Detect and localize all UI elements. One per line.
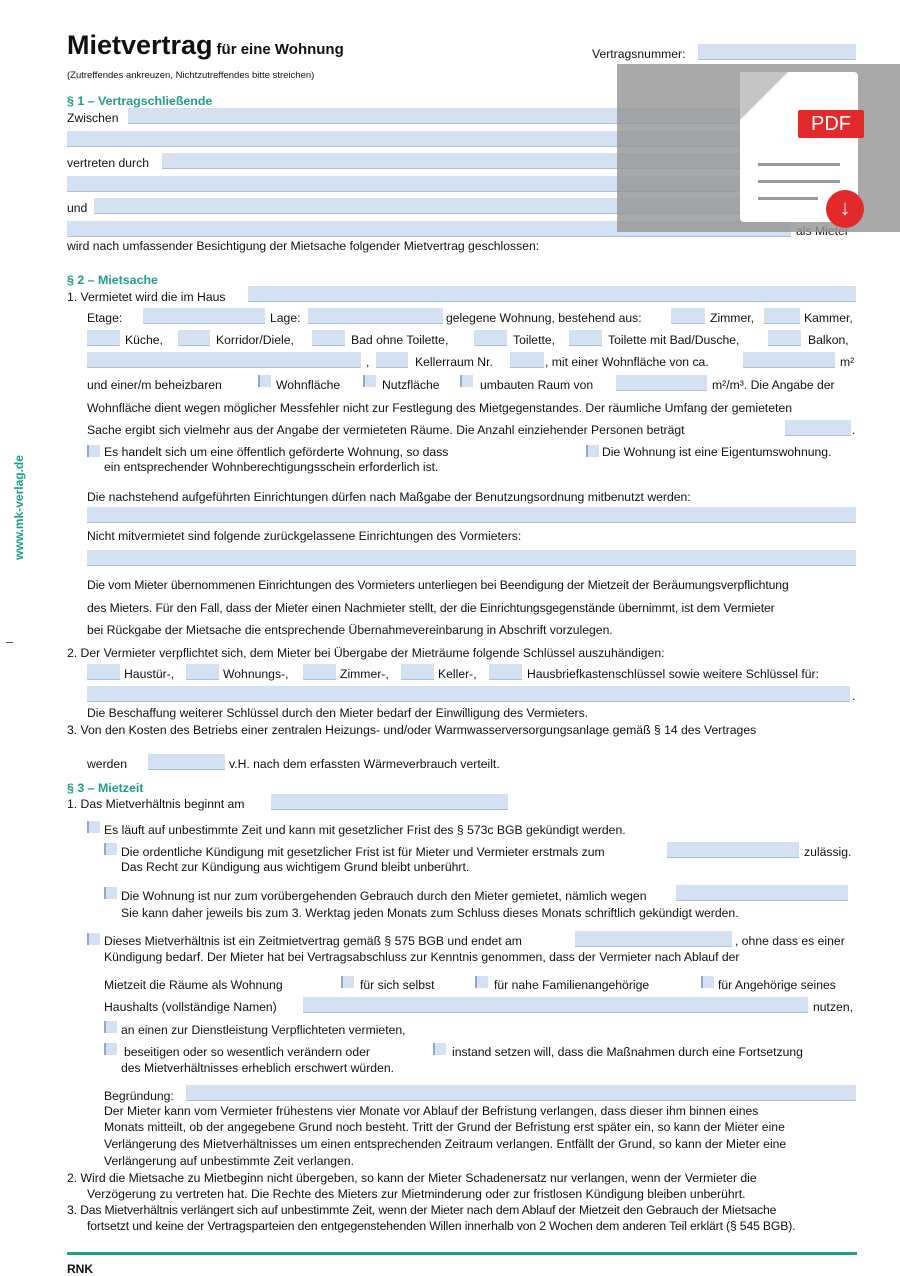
mailbox-keys-field[interactable] bbox=[489, 664, 522, 680]
kellerraum-label: Kellerraum Nr. bbox=[415, 355, 493, 369]
vh-text: v.H. nach dem erfassten Wärmeverbrauch verteilt. bbox=[229, 757, 500, 771]
service-tenant-checkbox[interactable] bbox=[104, 1021, 117, 1033]
briefkasten-label: Hausbriefkastenschlüssel sowie weitere Schlüssel für: bbox=[527, 667, 819, 681]
document-line-icon bbox=[758, 197, 818, 200]
download-arrow-icon[interactable]: ↓ bbox=[826, 190, 864, 228]
eigentum-text: Die Wohnung ist eine Eigentumswohnung. bbox=[602, 445, 832, 459]
korridor-label: Korridor/Diele, bbox=[216, 333, 294, 347]
location-field[interactable] bbox=[308, 308, 443, 324]
heating-percent-field[interactable] bbox=[148, 754, 225, 770]
s3-p2-text-2: Verzögerung zu vertreten hat. Die Rechte des Mieters zur Mietminderung oder zur fristlosen Kündigung bleiben unberührt. bbox=[87, 1187, 746, 1201]
uebernommen-text-2: des Mieters. Für den Fall, dass der Mieter einen Nachmieter stellt, der die Einrichtungsgegenstände übernimmt, ist dem Vermieter bbox=[87, 601, 775, 615]
s3-p3-text-2: fortsetzt und keine der Vertragsparteien den entgegenstehenden Willen innerhalb von 2 Wochen dem anderen Teil erklärt (§ 545 BGB). bbox=[87, 1219, 796, 1233]
comma-label: , bbox=[366, 355, 370, 369]
beseitigen-text: beseitigen oder so wesentlich verändern oder bbox=[124, 1045, 370, 1059]
nutzflaeche-label: Nutzfläche bbox=[382, 378, 440, 392]
ordinary-termination-checkbox[interactable] bbox=[104, 843, 117, 855]
repair-checkbox[interactable] bbox=[433, 1043, 446, 1055]
fortsetzung-text: des Mietverhältnisses erheblich erschwert würden. bbox=[121, 1061, 394, 1075]
haushalts-label: Haushalts (vollständige Namen) bbox=[104, 1000, 277, 1014]
keller-key-label: Keller-, bbox=[438, 667, 477, 681]
nutzflaeche-checkbox[interactable] bbox=[363, 375, 376, 387]
angehoerige-label: für Angehörige seines bbox=[718, 978, 836, 992]
oeff-text-1: Es handelt sich um eine öffentlich geförderte Wohnung, so dass bbox=[104, 445, 449, 459]
frueh-text-3: Verlängerung des Mietverhältnisses um einen entsprechenden Zeitraum verlangen. Entfällt der Grund, so kann der Mieter eine bbox=[104, 1137, 787, 1151]
period-label: . bbox=[852, 423, 856, 437]
section-3-heading: § 3 – Mietzeit bbox=[67, 781, 144, 795]
apartment-keys-field[interactable] bbox=[186, 664, 219, 680]
familie-label: für nahe Familienangehörige bbox=[494, 978, 650, 992]
publisher-website: www.mk-verlag.de bbox=[12, 455, 26, 560]
begruendung-label: Begründung: bbox=[104, 1089, 174, 1103]
first-termination-date-field[interactable] bbox=[667, 842, 799, 858]
section-1-heading: § 1 – Vertragschließende bbox=[67, 94, 213, 108]
publisher-logo: RNK bbox=[67, 1262, 93, 1276]
reason-field[interactable] bbox=[186, 1085, 856, 1101]
family-use-checkbox[interactable] bbox=[475, 976, 488, 988]
shared-facilities-field[interactable] bbox=[87, 507, 856, 523]
other-keys-field[interactable] bbox=[87, 686, 850, 702]
m2-label: m² bbox=[840, 355, 855, 369]
end-date-field[interactable] bbox=[575, 931, 732, 947]
zeitmiet-text-2: Kündigung bedarf. Der Mieter hat bei Vertragsabschluss zur Kenntnis genommen, dass der Vermieter nach Ablauf der bbox=[104, 950, 740, 964]
s2-p1-label: 1. Vermietet wird die im Haus bbox=[67, 290, 226, 304]
wohnungs-label: Wohnungs-, bbox=[223, 667, 289, 681]
umbauter-label: umbauten Raum von bbox=[480, 378, 594, 392]
bad-ohne-label: Bad ohne Toilette, bbox=[351, 333, 449, 347]
s2-p2-text: 2. Der Vermieter verpflichtet sich, dem Mieter bei Übergabe der Mieträume folgende Schlüssel auszuhändigen: bbox=[67, 646, 665, 660]
wohnflaeche-von-label: , mit einer Wohnfläche von ca. bbox=[545, 355, 709, 369]
floor-field[interactable] bbox=[143, 308, 265, 324]
kueche-label: Küche, bbox=[125, 333, 163, 347]
instand-text: instand setzen will, dass die Maßnahmen durch eine Fortsetzung bbox=[452, 1045, 803, 1059]
additional-rooms-field[interactable] bbox=[87, 352, 361, 368]
contract-number-field[interactable] bbox=[698, 44, 856, 60]
uebernommen-text-1: Die vom Mieter übernommenen Einrichtungen des Vormieters unterliegen bei Beendigung der Mietzeit der Beräumungsverpflichtung bbox=[87, 578, 789, 592]
page-title bbox=[67, 30, 344, 61]
cellar-number-field[interactable] bbox=[510, 352, 544, 368]
einrichtungen-text: Die nachstehend aufgeführten Einrichtungen dürfen nach Maßgabe der Benutzungsordnung mitbenutzt werden: bbox=[87, 490, 691, 504]
wohnflaeche-label: Wohnfläche bbox=[276, 378, 341, 392]
toilet-count-field[interactable] bbox=[474, 330, 507, 346]
instructions-hint: (Zutreffendes ankreuzen, Nichtzutreffendes bitte streichen) bbox=[67, 70, 315, 81]
dienstleistung-text: an einen zur Dienstleistung Verpflichteten vermieten, bbox=[121, 1023, 406, 1037]
lage-label: Lage: bbox=[270, 311, 301, 325]
excluded-facilities-field[interactable] bbox=[87, 550, 856, 566]
frueh-text-1: Der Mieter kann vom Vermieter frühestens vier Monate vor Ablauf der Befristung verlangen, dass dieser ihm binnen eines bbox=[104, 1104, 759, 1118]
frueh-text-4: Verlängerung auf unbestimmte Zeit verlangen. bbox=[104, 1154, 354, 1168]
wohnflaeche-checkbox[interactable] bbox=[258, 375, 271, 387]
oeff-text-2: ein entsprechender Wohnberechtigungsschein erforderlich ist. bbox=[104, 460, 439, 474]
mietzeit-raeume-text: Mietzeit die Räume als Wohnung bbox=[104, 978, 283, 992]
document-fold-icon bbox=[740, 72, 788, 120]
remove-alter-checkbox[interactable] bbox=[104, 1043, 117, 1055]
umbauter-raum-checkbox[interactable] bbox=[460, 375, 473, 387]
persons-count-field[interactable] bbox=[785, 420, 851, 436]
front-door-keys-field[interactable] bbox=[87, 664, 120, 680]
frueh-text-2: Monats mitteilt, ob der angegebene Grund noch besteht. Tritt der Grund der Befristung erst später ein, so kann der Mieter eine bbox=[104, 1120, 785, 1134]
s3-p3-text-1: 3. Das Mietverhältnis verlängert sich auf unbestimmte Zeit, wenn der Mieter nach dem Ablauf der Mietzeit den Gebrauch der Mietsache bbox=[67, 1203, 777, 1217]
start-date-field[interactable] bbox=[271, 794, 508, 810]
chambers-count-field[interactable] bbox=[764, 308, 800, 324]
household-use-checkbox[interactable] bbox=[701, 976, 714, 988]
voruebergehend-text-1: Die Wohnung ist nur zum vorübergehenden Gebrauch durch den Mieter gemietet, nämlich wegen bbox=[121, 889, 647, 903]
etage-label: Etage: bbox=[87, 311, 123, 325]
s3-p2-text-1: 2. Wird die Mietsache zu Mietbeginn nicht übergeben, so kann der Mieter Schadenersatz nur verlangen, wenn der Vermieter die bbox=[67, 1171, 757, 1185]
toilette-label: Toilette, bbox=[513, 333, 556, 347]
kitchen-count-field[interactable] bbox=[87, 330, 120, 346]
contract-number-label: Vertragsnummer: bbox=[592, 47, 686, 61]
title-subtitle: für eine Wohnung bbox=[216, 41, 344, 58]
house-address-field[interactable] bbox=[248, 286, 856, 302]
zulaessig-label: zulässig. bbox=[804, 845, 852, 859]
und-label: und bbox=[67, 201, 88, 215]
vertreten-label: vertreten durch bbox=[67, 156, 149, 170]
balkon-label: Balkon, bbox=[808, 333, 849, 347]
section-2-heading: § 2 – Mietsache bbox=[67, 273, 158, 287]
zimmer-key-label: Zimmer-, bbox=[340, 667, 389, 681]
zimmer-label: Zimmer, bbox=[710, 311, 755, 325]
kammer-label: Kammer, bbox=[804, 311, 853, 325]
ordentlich-text-2: Das Recht zur Kündigung aus wichtigem Grund bleibt unberührt. bbox=[121, 860, 470, 874]
cellar-keys-field[interactable] bbox=[401, 664, 434, 680]
voruebergehend-text-2: Sie kann daher jeweils bis zum 3. Werktag jeden Monats zum Schluss dieses Monats schriftlich gekündigt werden. bbox=[121, 906, 739, 920]
subsidized-checkbox[interactable] bbox=[87, 445, 100, 457]
cellar-count-field[interactable] bbox=[376, 352, 408, 368]
fold-mark bbox=[6, 642, 13, 643]
balcony-count-field[interactable] bbox=[768, 330, 801, 346]
contract-closing-text: wird nach umfassender Besichtigung der Mietsache folgender Mietvertrag geschlossen: bbox=[67, 239, 540, 253]
gelegene-label: gelegene Wohnung, bestehend aus: bbox=[446, 311, 642, 325]
fixed-term-checkbox[interactable] bbox=[87, 933, 100, 945]
temporary-use-checkbox[interactable] bbox=[104, 887, 117, 899]
bath-count-field[interactable] bbox=[312, 330, 345, 346]
nutzen-label: nutzen, bbox=[813, 1000, 853, 1014]
s2-p3-text: 3. Von den Kosten des Betriebs einer zentralen Heizungs- und/oder Warmwasserversorgungsanlage gemäß § 14 des Vertrages bbox=[67, 723, 757, 737]
werden-label: werden bbox=[87, 757, 127, 771]
beschaffung-text: Die Beschaffung weiterer Schlüssel durch den Mieter bedarf der Einwilligung des Vermieters. bbox=[87, 706, 589, 720]
title-text: Mietvertrag bbox=[67, 30, 213, 60]
self-use-checkbox[interactable] bbox=[341, 976, 354, 988]
document-line-icon bbox=[758, 163, 840, 166]
room-keys-field[interactable] bbox=[303, 664, 336, 680]
unlimited-term-checkbox[interactable] bbox=[87, 821, 100, 833]
toilet-bath-count-field[interactable] bbox=[569, 330, 602, 346]
wohnflaeche-text: Wohnfläche dient wegen möglicher Messfehler nicht zur Festlegung des Mietgegenstandes. Der räumliche Umfang der gemieteten bbox=[87, 401, 792, 415]
living-area-field[interactable] bbox=[743, 352, 835, 368]
beheizbar-label: und einer/m beheizbaren bbox=[87, 378, 222, 392]
temporary-reason-field[interactable] bbox=[676, 885, 848, 901]
footer-rule bbox=[67, 1252, 857, 1255]
household-names-field[interactable] bbox=[303, 997, 808, 1013]
zeitmiet-text-1b: , ohne dass es einer bbox=[735, 934, 845, 948]
zeitmiet-text-1: Dieses Mietverhältnis ist ein Zeitmietvertrag gemäß § 575 BGB und endet am bbox=[104, 934, 522, 948]
zwischen-label: Zwischen bbox=[67, 111, 119, 125]
haustuer-label: Haustür-, bbox=[124, 667, 175, 681]
corridor-count-field[interactable] bbox=[178, 330, 210, 346]
fuer-sich-label: für sich selbst bbox=[360, 978, 435, 992]
heated-area-field[interactable] bbox=[616, 375, 707, 391]
personen-text: Sache ergibt sich vielmehr aus der Angabe der vermieteten Räume. Die Anzahl einziehender Personen beträgt bbox=[87, 423, 685, 437]
document-line-icon bbox=[758, 180, 840, 183]
condominium-checkbox[interactable] bbox=[586, 445, 599, 457]
ordentlich-text-1: Die ordentliche Kündigung mit gesetzlicher Frist ist für Mieter und Vermieter erstmals zum bbox=[121, 845, 605, 859]
pdf-label-icon: PDF bbox=[798, 110, 864, 138]
s3-p1-label: 1. Das Mietverhältnis beginnt am bbox=[67, 797, 245, 811]
period-label: . bbox=[852, 689, 856, 703]
toilette-bad-label: Toilette mit Bad/Dusche, bbox=[608, 333, 740, 347]
m2m3-label: m²/m³. Die Angabe der bbox=[712, 378, 835, 392]
rooms-count-field[interactable] bbox=[671, 308, 705, 324]
nicht-mitvermietet-text: Nicht mitvermietet sind folgende zurückgelassene Einrichtungen des Vormieters: bbox=[87, 529, 522, 543]
unbestimmt-text: Es läuft auf unbestimmte Zeit und kann mit gesetzlicher Frist des § 573c BGB gekündigt werden. bbox=[104, 823, 626, 837]
uebernommen-text-3: bei Rückgabe der Mietsache die entsprechende Übernahmevereinbarung in Abschrift vorzulegen. bbox=[87, 623, 613, 637]
